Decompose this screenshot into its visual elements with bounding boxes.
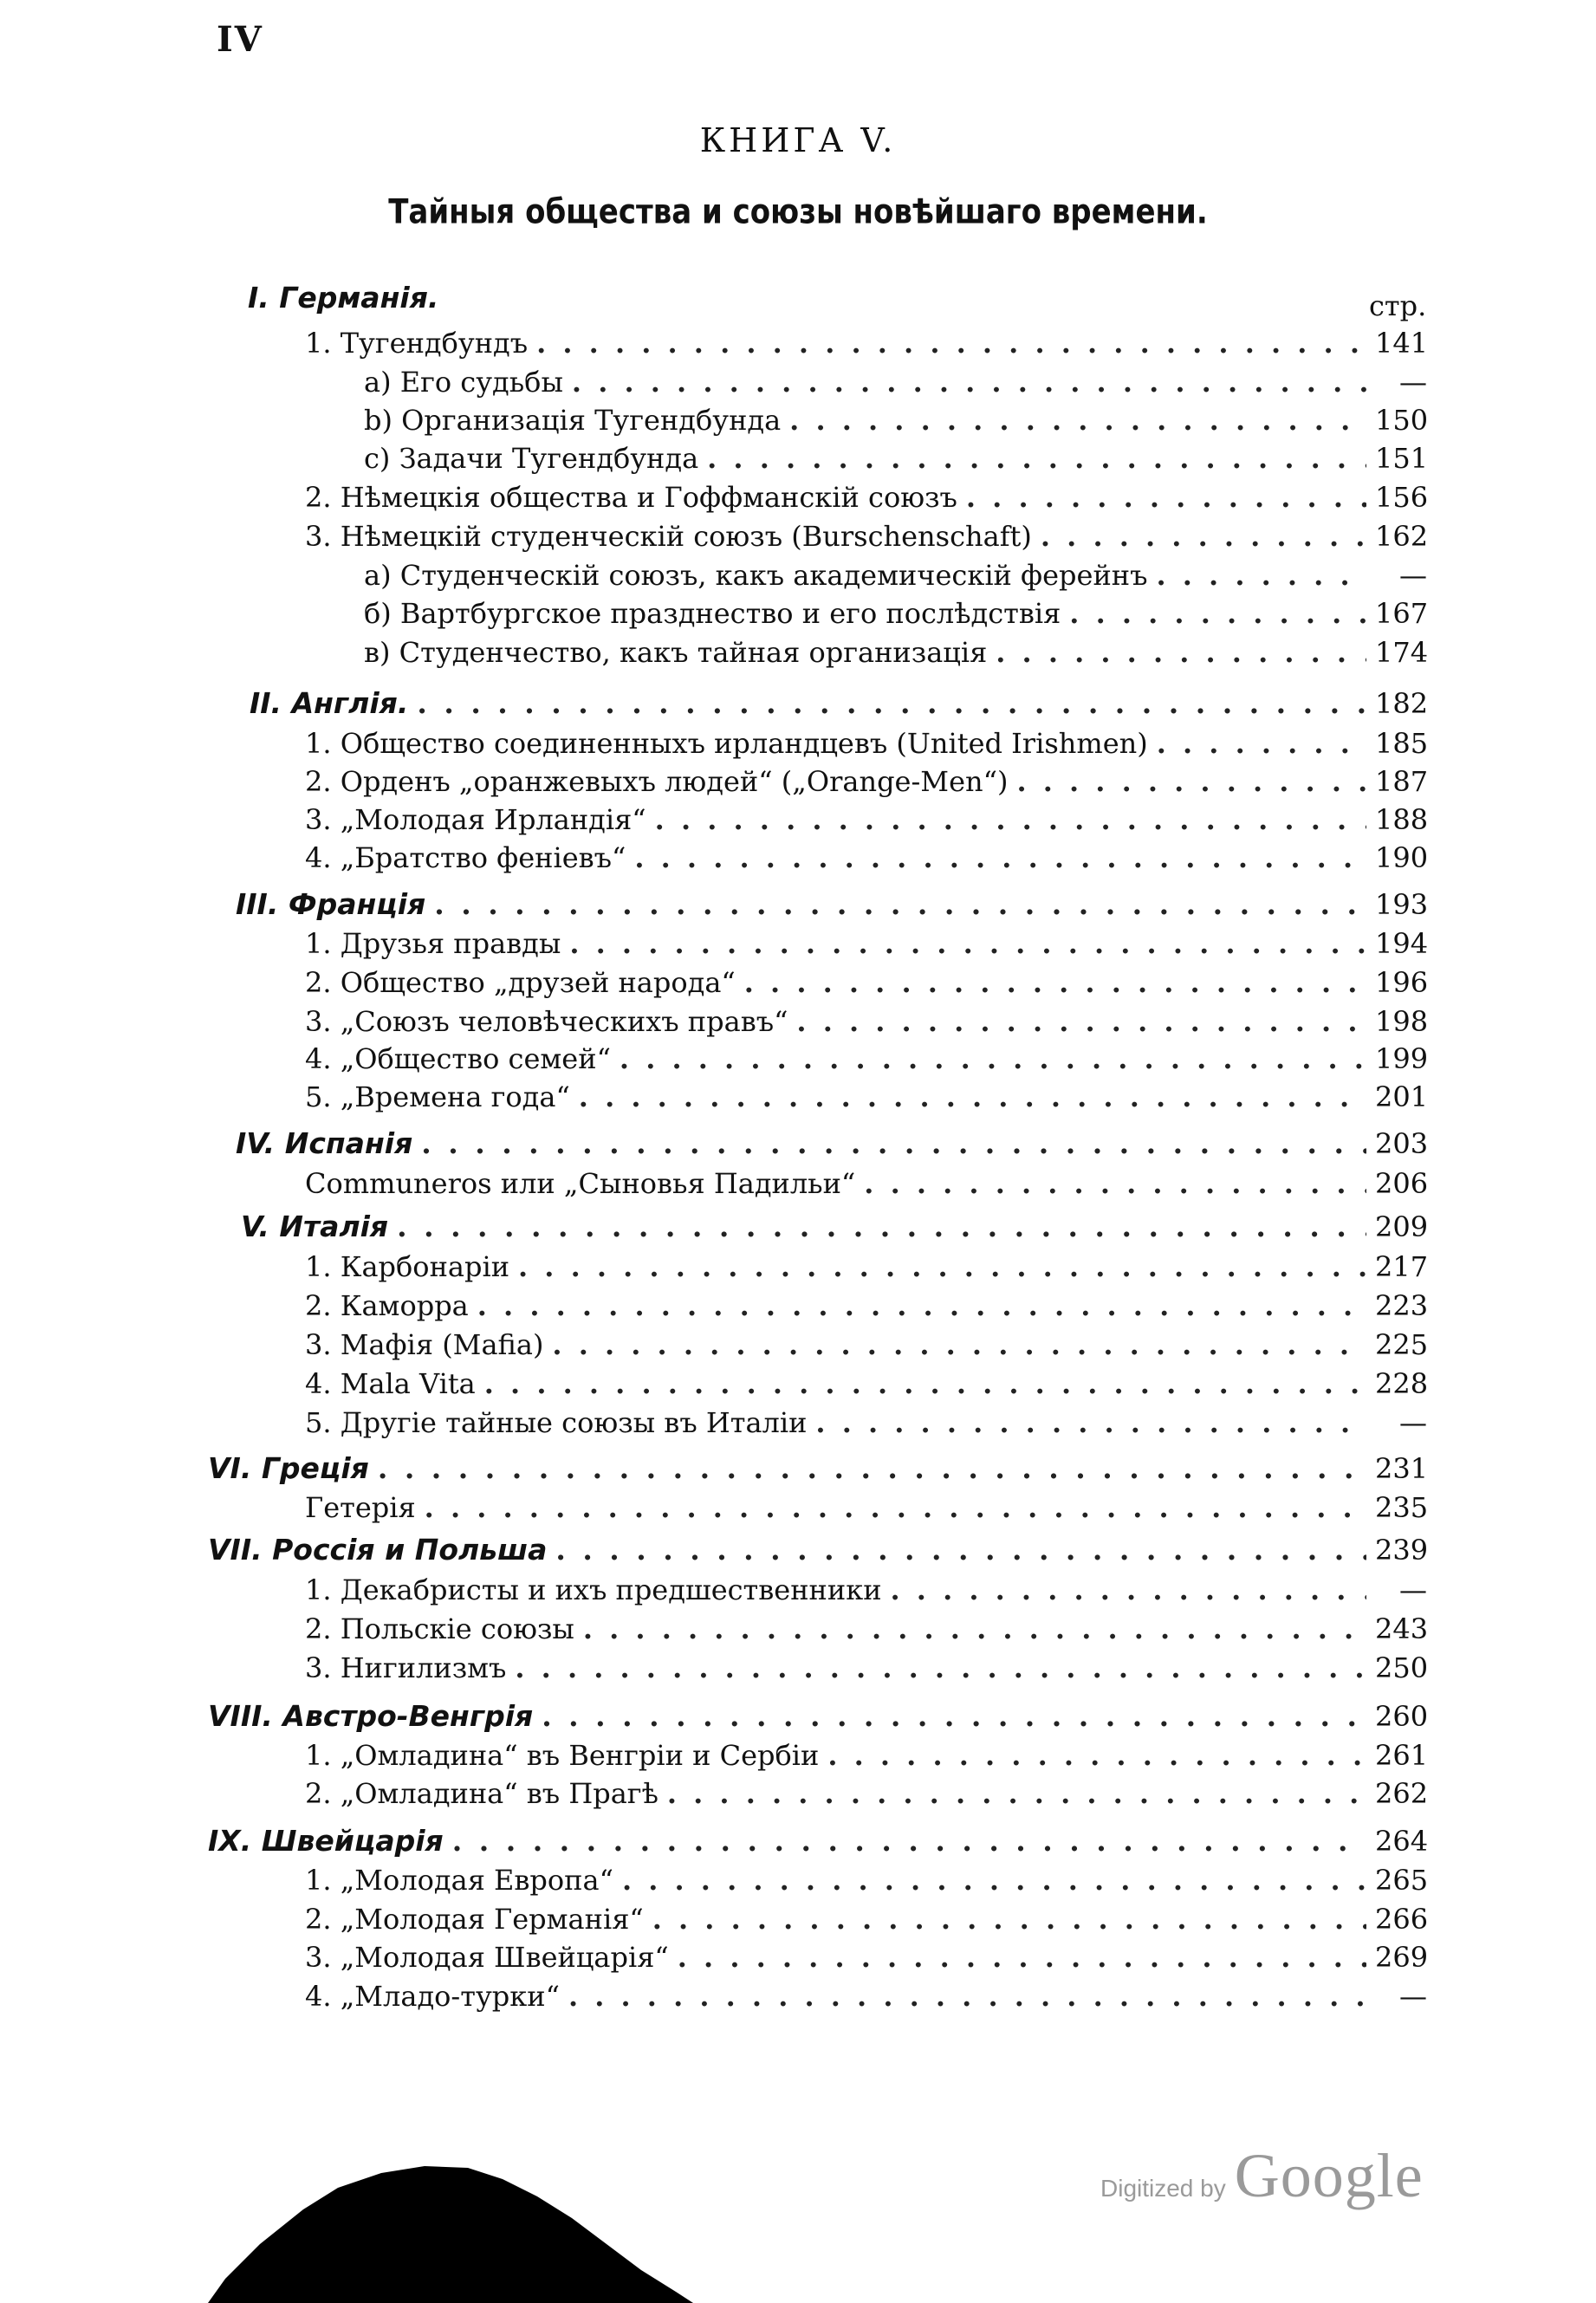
toc-entry-label: IX. Швейцарія xyxy=(208,1824,444,1858)
toc-entry-page: 193 xyxy=(1375,888,1429,921)
dot-leader xyxy=(421,1125,1366,1163)
toc-entry-page: 261 xyxy=(1375,1739,1429,1772)
dot-leader xyxy=(515,1649,1366,1687)
toc-entry-label: б) Вартбургское празднество и его послѣдствія xyxy=(364,597,1061,630)
toc-entry-page: 269 xyxy=(1375,1941,1429,1974)
toc-entry-label: II. Англія. xyxy=(250,686,409,720)
dot-leader xyxy=(397,1208,1366,1246)
toc-entry-label: 1. Друзья правды xyxy=(305,927,561,960)
toc-section xyxy=(250,684,1427,723)
dot-leader xyxy=(620,1040,1366,1078)
dot-leader xyxy=(864,1164,1366,1203)
toc-section xyxy=(208,1531,1427,1569)
dot-leader xyxy=(827,1736,1366,1774)
toc-entry-label: c) Задачи Тугендбунда xyxy=(364,442,699,475)
toc-entry-label: 1. „Молодая Европа“ xyxy=(305,1864,613,1897)
toc-entry-page: 151 xyxy=(1375,442,1429,475)
dot-leader xyxy=(815,1404,1366,1442)
toc-entry xyxy=(305,1365,1427,1403)
toc-entry xyxy=(305,924,1427,963)
dot-leader xyxy=(678,1938,1366,1976)
toc-entry-label: 3. Мафія (Mafia) xyxy=(305,1328,544,1361)
toc-entry-label: 3. „Союзъ человѣческихъ правъ“ xyxy=(305,1005,788,1038)
dot-leader xyxy=(417,684,1366,723)
dot-leader xyxy=(796,1002,1366,1041)
toc-section xyxy=(208,1697,1427,1735)
toc-entry-label: 1. Тугендбундъ xyxy=(305,327,529,360)
toc-entry-page: 203 xyxy=(1375,1127,1429,1160)
dot-leader xyxy=(452,1822,1366,1860)
toc-entry xyxy=(305,1248,1427,1286)
dot-leader xyxy=(789,401,1366,439)
dot-leader xyxy=(667,1774,1366,1813)
toc-entry-label: 3. „Молодая Швейцарія“ xyxy=(305,1941,669,1974)
dot-leader xyxy=(555,1531,1366,1569)
toc-entry xyxy=(305,1287,1427,1325)
scan-artifact-blob xyxy=(208,2149,693,2303)
toc-entry xyxy=(364,401,1427,439)
toc-entry xyxy=(305,478,1427,516)
book-title: КНИГА V. xyxy=(699,121,897,159)
toc-entry xyxy=(364,439,1427,477)
toc-entry-label: 1. Декабристы и ихъ предшественники xyxy=(305,1573,882,1606)
toc-entry-label: 4. Mala Vita xyxy=(305,1367,476,1400)
toc-entry-page: 265 xyxy=(1375,1864,1429,1897)
toc-entry-label: VII. Россія и Польша xyxy=(208,1533,548,1567)
toc-entry-label: Гетерія xyxy=(305,1491,416,1524)
toc-entry-page: 262 xyxy=(1375,1777,1429,1810)
toc-entry-page: 250 xyxy=(1375,1651,1429,1684)
toc-entry-page: 266 xyxy=(1375,1903,1429,1936)
toc-entry xyxy=(305,724,1427,762)
toc-entry-label: 4. „Общество семей“ xyxy=(305,1042,611,1075)
toc-entry-page: 264 xyxy=(1375,1825,1429,1858)
toc-entry-page: 243 xyxy=(1375,1612,1429,1645)
toc-section xyxy=(241,1208,1427,1246)
toc-entry-page: 150 xyxy=(1375,404,1429,437)
toc-entry xyxy=(305,1326,1427,1364)
toc-entry-label: b) Организація Тугендбунда xyxy=(364,404,782,437)
dot-leader xyxy=(518,1248,1366,1286)
toc-entry-page: 228 xyxy=(1375,1367,1429,1400)
toc-entry-label: 2. Польскіе союзы xyxy=(305,1612,574,1645)
dot-leader xyxy=(707,439,1366,477)
toc-entry xyxy=(305,1040,1427,1078)
toc-entry-label: VI. Греція xyxy=(208,1451,369,1485)
dot-leader xyxy=(425,1489,1366,1527)
toc-entry-label: 4. „Младо-турки“ xyxy=(305,1980,560,2013)
toc-entry xyxy=(305,1774,1427,1813)
toc-entry-page: 185 xyxy=(1375,727,1429,760)
toc-entry-page: 206 xyxy=(1375,1167,1429,1200)
dot-leader xyxy=(1041,517,1366,555)
dot-leader xyxy=(891,1571,1366,1609)
toc-entry-label: 3. Нѣмецкій студенческій союзъ (Burschenschaft) xyxy=(305,520,1032,553)
toc-entry-page: 167 xyxy=(1375,597,1429,630)
toc-entry-label: 1. Общество соединенныхъ ирландцевъ (United Irishmen) xyxy=(305,727,1148,760)
toc-entry xyxy=(305,1164,1427,1203)
dot-leader xyxy=(378,1450,1366,1488)
page-column-label: стр. xyxy=(1369,289,1427,322)
dot-leader xyxy=(996,633,1366,671)
toc-entry-page: — xyxy=(1399,1980,1427,2013)
toc-entry-label: в) Студенчество, какъ тайная организація xyxy=(364,636,988,669)
dot-leader xyxy=(744,963,1366,1002)
dot-leader xyxy=(1069,594,1366,633)
toc-entry-page: 194 xyxy=(1375,927,1429,960)
toc-entry-label: 2. „Омладина“ въ Прагѣ xyxy=(305,1777,659,1810)
toc-entry-label: 4. „Братство феніевъ“ xyxy=(305,841,626,874)
dot-leader xyxy=(484,1365,1366,1403)
toc-entry xyxy=(364,363,1427,401)
dot-leader xyxy=(1157,724,1366,762)
toc-entry xyxy=(305,1900,1427,1938)
toc-entry-page: 182 xyxy=(1375,687,1429,720)
toc-entry-page: 239 xyxy=(1375,1534,1429,1567)
toc-section xyxy=(236,886,1427,924)
dot-leader xyxy=(655,801,1366,839)
toc-entry-label: 2. Каморра xyxy=(305,1289,469,1322)
toc-entry-page: 174 xyxy=(1375,636,1429,669)
dot-leader xyxy=(434,886,1366,924)
toc-entry-label: VIII. Австро-Венгрія xyxy=(208,1699,534,1733)
toc-entry-page: — xyxy=(1399,1406,1427,1439)
toc-entry-page: — xyxy=(1399,366,1427,399)
dot-leader xyxy=(583,1610,1366,1648)
toc-entry-page: 231 xyxy=(1375,1452,1429,1485)
toc-entry-label: 5. Другіе тайные союзы въ Италіи xyxy=(305,1406,808,1439)
toc-entry-label: V. Италія xyxy=(241,1210,389,1243)
toc-entry xyxy=(305,1571,1427,1609)
toc-entry-page: 156 xyxy=(1375,481,1429,514)
dot-leader xyxy=(652,1900,1366,1938)
toc-entry xyxy=(305,1977,1427,2015)
toc-entry xyxy=(305,762,1427,801)
toc-entry-label: 2. Общество „друзей народа“ xyxy=(305,966,736,999)
toc-entry-label: III. Франція xyxy=(236,887,426,921)
toc-entry-page: 187 xyxy=(1375,765,1429,798)
toc-entry-page: 225 xyxy=(1375,1328,1429,1361)
dot-leader xyxy=(579,1078,1366,1116)
dot-leader xyxy=(966,478,1366,516)
watermark-prefix: Digitized by xyxy=(1100,2175,1226,2202)
google-watermark xyxy=(1100,2140,1424,2212)
toc-entry-page: 198 xyxy=(1375,1005,1429,1038)
toc-entry xyxy=(305,1404,1427,1442)
toc-entry xyxy=(305,1736,1427,1774)
toc-entry-label: 1. Карбонаріи xyxy=(305,1250,510,1283)
toc-entry xyxy=(364,556,1427,594)
toc-entry xyxy=(305,1861,1427,1899)
toc-entry-page: 141 xyxy=(1375,327,1429,360)
toc-entry-label: Communeros или „Сыновья Падильи“ xyxy=(305,1167,856,1200)
toc-entry-label: IV. Испанія xyxy=(236,1126,413,1160)
toc-entry-label: 1. „Омладина“ въ Венгріи и Сербіи xyxy=(305,1739,820,1772)
toc-entry-page: 190 xyxy=(1375,841,1429,874)
toc-entry-label: I. Германія. xyxy=(248,281,439,315)
toc-entry xyxy=(364,594,1427,633)
toc-entry-page: 217 xyxy=(1375,1250,1429,1283)
toc-entry xyxy=(305,324,1427,362)
toc-entry xyxy=(305,839,1427,877)
dot-leader xyxy=(477,1287,1366,1325)
dot-leader xyxy=(572,363,1366,401)
toc-entry-page: 235 xyxy=(1375,1491,1429,1524)
dot-leader xyxy=(1016,762,1366,801)
toc-entry xyxy=(305,1002,1427,1041)
toc-entry-page: 201 xyxy=(1375,1080,1429,1113)
toc-entry-page: 162 xyxy=(1375,520,1429,553)
dot-leader xyxy=(568,1977,1366,2015)
toc-entry-label: a) Его судьбы xyxy=(364,366,563,399)
toc-entry xyxy=(305,1489,1427,1527)
toc-entry-label: 3. Нигилизмъ xyxy=(305,1651,507,1684)
dot-leader xyxy=(1156,556,1366,594)
toc-entry xyxy=(364,633,1427,671)
dot-leader xyxy=(622,1861,1366,1899)
toc-entry xyxy=(305,1078,1427,1116)
toc-entry xyxy=(305,1938,1427,1976)
toc-entry-page: 199 xyxy=(1375,1042,1429,1075)
toc-entry-page: — xyxy=(1399,1573,1427,1606)
toc-entry xyxy=(305,1610,1427,1648)
toc-entry xyxy=(305,1649,1427,1687)
toc-entry xyxy=(305,963,1427,1002)
page-number: IV xyxy=(217,19,263,60)
toc-entry-page: 223 xyxy=(1375,1289,1429,1322)
toc-entry-label: а) Студенческій союзъ, какъ академическій ферейнъ xyxy=(364,559,1148,592)
dot-leader xyxy=(542,1697,1366,1735)
toc-section xyxy=(248,279,1427,317)
toc-section xyxy=(208,1822,1427,1860)
toc-entry-label: 2. Орденъ „оранжевыхъ людей“ („Orange-Men“) xyxy=(305,765,1009,798)
toc-entry-label: 5. „Времена года“ xyxy=(305,1080,570,1113)
book-subtitle: Тайныя общества и союзы новѣйшаго времени. xyxy=(388,192,1208,232)
toc-entry-label: 2. Нѣмецкія общества и Гоффманскій союзъ xyxy=(305,481,957,514)
dot-leader xyxy=(569,924,1366,963)
toc-entry-page: 188 xyxy=(1375,803,1429,836)
toc-entry xyxy=(305,801,1427,839)
toc-entry-page: — xyxy=(1399,559,1427,592)
dot-leader xyxy=(634,839,1366,877)
toc-entry xyxy=(305,517,1427,555)
toc-entry-page: 209 xyxy=(1375,1210,1429,1243)
toc-section xyxy=(236,1125,1427,1163)
toc-entry-page: 196 xyxy=(1375,966,1429,999)
toc-entry-label: 2. „Молодая Германія“ xyxy=(305,1903,644,1936)
toc-section xyxy=(208,1450,1427,1488)
toc-entry-label: 3. „Молодая Ирландія“ xyxy=(305,803,646,836)
watermark-brand: Google xyxy=(1234,2141,1424,2210)
dot-leader xyxy=(536,324,1366,362)
toc-entry-page: 260 xyxy=(1375,1700,1429,1733)
dot-leader xyxy=(552,1326,1366,1364)
